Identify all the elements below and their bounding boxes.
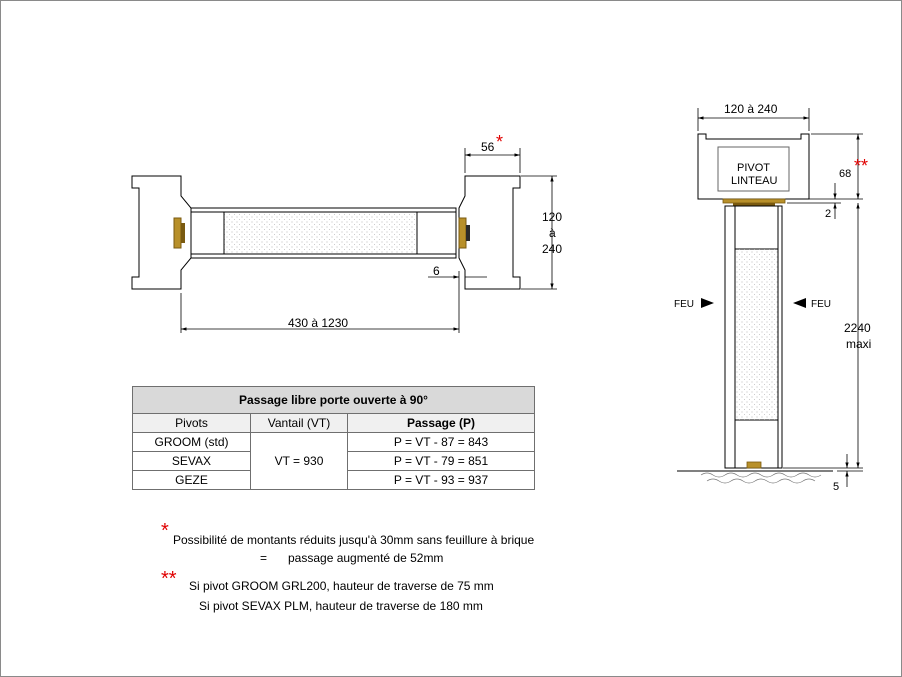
elevation-floor-gravel [701,473,821,483]
elevation-bottom-pivot [747,462,761,468]
plan-dim-opening: 430 à 1230 [288,316,349,330]
technical-drawing [1,1,901,676]
elevation-dim-height-1: 2240 [844,321,871,335]
elevation-dim-floor: 5 [833,481,840,493]
table-header-row [133,414,535,433]
elevation-dim-clearance: 2 [825,208,832,220]
note-line-3: Si pivot GROOM GRL200, hauteur de traverse de 75 mm [189,579,494,593]
elevation-dim-transom-star: ** [854,156,869,176]
plan-dim-width-3: 240 [542,242,563,256]
elevation-pivot-label-1: PIVOT [737,162,771,174]
row-pivot: GEZE [133,471,251,490]
row-passage: P = VT - 93 = 937 [348,471,535,490]
row-passage: P = VT - 79 = 851 [348,452,535,471]
elevation-dim-height-2: maxi [846,337,872,351]
note-line-2-eq: = [260,551,268,565]
note-line-2: passage augmenté de 52mm [288,551,444,565]
note-line-4: Si pivot SEVAX PLM, hauteur de traverse de 180 mm [199,599,483,613]
table-row [133,433,535,452]
plan-leaf-core [224,212,417,254]
plan-dim-gap: 6 [433,264,440,278]
table-title-row [133,387,535,414]
plan-dim-depth-star: * [496,132,504,152]
fire-arrow-right [793,298,806,308]
elevation-leaf-core [735,249,778,420]
note-star-2: ** [161,568,177,590]
elevation-dim-top: 120 à 240 [724,102,778,116]
note-line-1: Possibilité de montants réduits jusqu'à 30mm sans feuillure à brique [173,533,535,547]
passage-table [132,386,535,490]
plan-pivot-left [174,218,185,248]
fire-label-left: FEU [674,299,694,310]
fire-label-right: FEU [811,299,831,310]
fire-arrow-left [701,298,714,308]
plan-pivot-right [459,218,470,248]
row-vantail: VT = 930 [251,433,348,490]
plan-dim-width-1: 120 [542,210,563,224]
row-pivot: GROOM (std) [133,433,251,452]
plan-dim-width-2: à [549,226,556,240]
row-passage: P = VT - 87 = 843 [348,433,535,452]
header-vantail: Vantail (VT) [251,414,348,433]
elevation-top-pivot [723,199,785,203]
elevation-dim-transom: 68 [839,168,852,180]
row-pivot: SEVAX [133,452,251,471]
table-title: Passage libre porte ouverte à 90° [133,387,535,414]
header-pivots: Pivots [133,414,251,433]
plan-dim-depth: 56 [481,140,495,154]
note-star-1: * [161,520,169,542]
header-passage: Passage (P) [348,414,535,433]
elevation-pivot-label-2: LINTEAU [731,175,778,187]
